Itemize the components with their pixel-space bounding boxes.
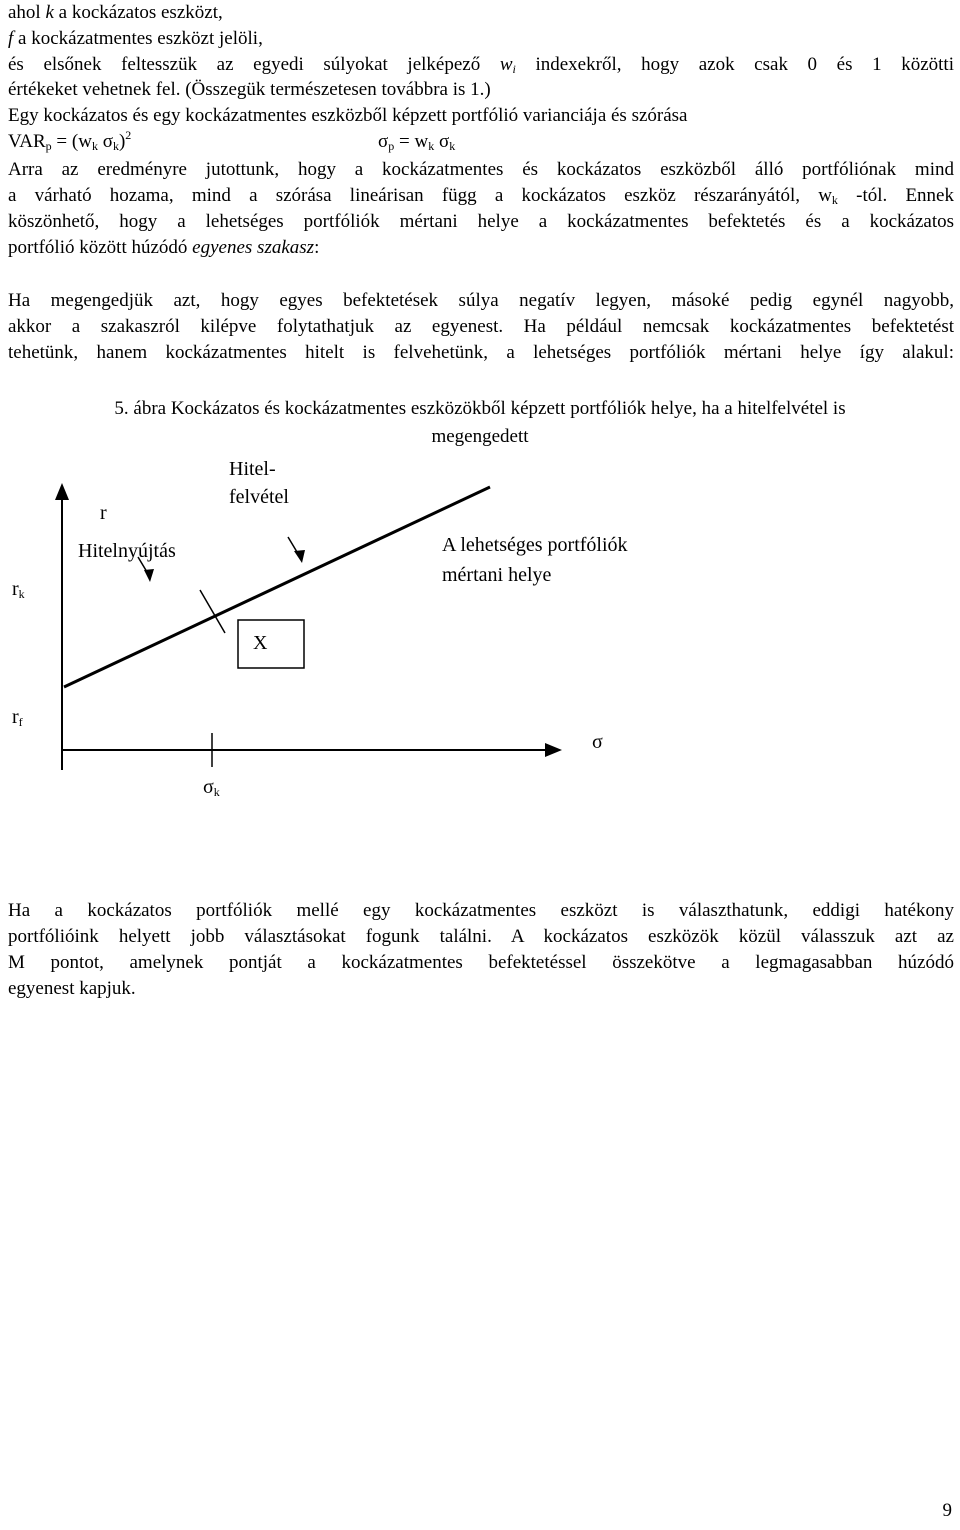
text-line: Ha megengedjük azt, hogy egyes befektetések súlya negatív legyen, másoké pedig egynél nagyobb, <box>8 290 954 311</box>
text-line: Arra az eredményre jutottunk, hogy a kockázatmentes és kockázatos eszközből álló portfóliónak mind <box>8 159 954 180</box>
hitelnyujtas-arrowhead <box>144 569 154 582</box>
figure-caption: 5. ábra Kockázatos és kockázatmentes eszközökből képzett portfóliók helye, ha a hitelfelvétel is <box>114 398 846 419</box>
felvetel-label: felvétel <box>229 486 289 508</box>
figure-drawing <box>0 455 960 815</box>
text-line: a várható hozama, mind a szórása lineárisan függ a kockázatos eszköz részarányától, $w_k$ -tól. Ennek <box>8 185 954 207</box>
portfolio-line <box>64 487 490 687</box>
text-line: M pontot, amelynek pontját a kockázatmentes befektetéssel összekötve a legmagasabban húzódó <box>8 952 954 973</box>
text-line: és elsőnek feltesszük az egyedi súlyokat jelképező $w_i$ indexekről, hogy azok csak 0 és 1 közötti <box>8 54 954 76</box>
text-line: Ha a kockázatos portfóliók mellé egy kockázatmentes eszközt is választhatunk, eddigi hatékony <box>8 900 954 921</box>
x-box-label: X <box>253 632 268 654</box>
text-line: köszönhető, hogy a lehetséges portfóliók mértani helye a kockázatmentes befektetés és a kockázatos <box>8 211 954 232</box>
variance-formula: $VAR_p = (w_k$ $\sigma_k)^2$ <box>8 128 132 153</box>
rf-label: $r_f$ <box>12 706 23 729</box>
std-dev-formula: $\sigma_p = w_k$ $\sigma_k$ <box>378 131 456 153</box>
x-axis-arrow <box>545 743 562 757</box>
y-axis-arrow <box>55 483 69 500</box>
text-line: portfólió között húzódó egyenes szakasz: <box>8 237 320 258</box>
portfolio-figure <box>0 455 960 815</box>
hitelnyujtas-label: Hitelnyújtás <box>78 540 176 562</box>
hitel-label: Hitel- <box>229 458 276 480</box>
lehetseges-label: A lehetséges portfóliók <box>442 534 628 556</box>
text-line: f a kockázatmentes eszközt jelöli, <box>8 28 263 49</box>
x-box <box>238 620 304 668</box>
figure-caption-cont: megengedett <box>431 426 529 447</box>
text-line: Egy kockázatos és egy kockázatmentes eszközből képzett portfólió varianciája és szórása <box>8 105 688 126</box>
text-line: tehetünk, hanem kockázatmentes hitelt is felvehetünk, a lehetséges portfóliók mértani helye így alakul: <box>8 342 954 363</box>
text-line: értékeket vehetnek fel. (Összegük természetesen továbbra is 1.) <box>8 79 491 100</box>
sigma-k-label: $\sigma_k$ <box>203 776 220 799</box>
sigma-label: σ <box>592 731 603 753</box>
text-line: egyenest kapjuk. <box>8 978 136 999</box>
hitelfelvetel-arrowhead <box>294 550 305 563</box>
text-line: ahol k a kockázatos eszközt, <box>8 2 223 23</box>
text-line: portfólióink helyett jobb választásokat fogunk találni. A kockázatos eszközök közül válasszuk azt az <box>8 926 954 947</box>
text-line: akkor a szakaszról kilépve folytathatjuk az egyenest. Ha például nemcsak kockázatmentes befektetést <box>8 316 954 337</box>
mertani-helye-label: mértani helye <box>442 564 552 586</box>
page-number: 9 <box>942 1500 952 1521</box>
risky-asset-tick <box>200 590 225 633</box>
r-label: r <box>100 502 107 524</box>
rk-label: $r_k$ <box>12 578 25 601</box>
